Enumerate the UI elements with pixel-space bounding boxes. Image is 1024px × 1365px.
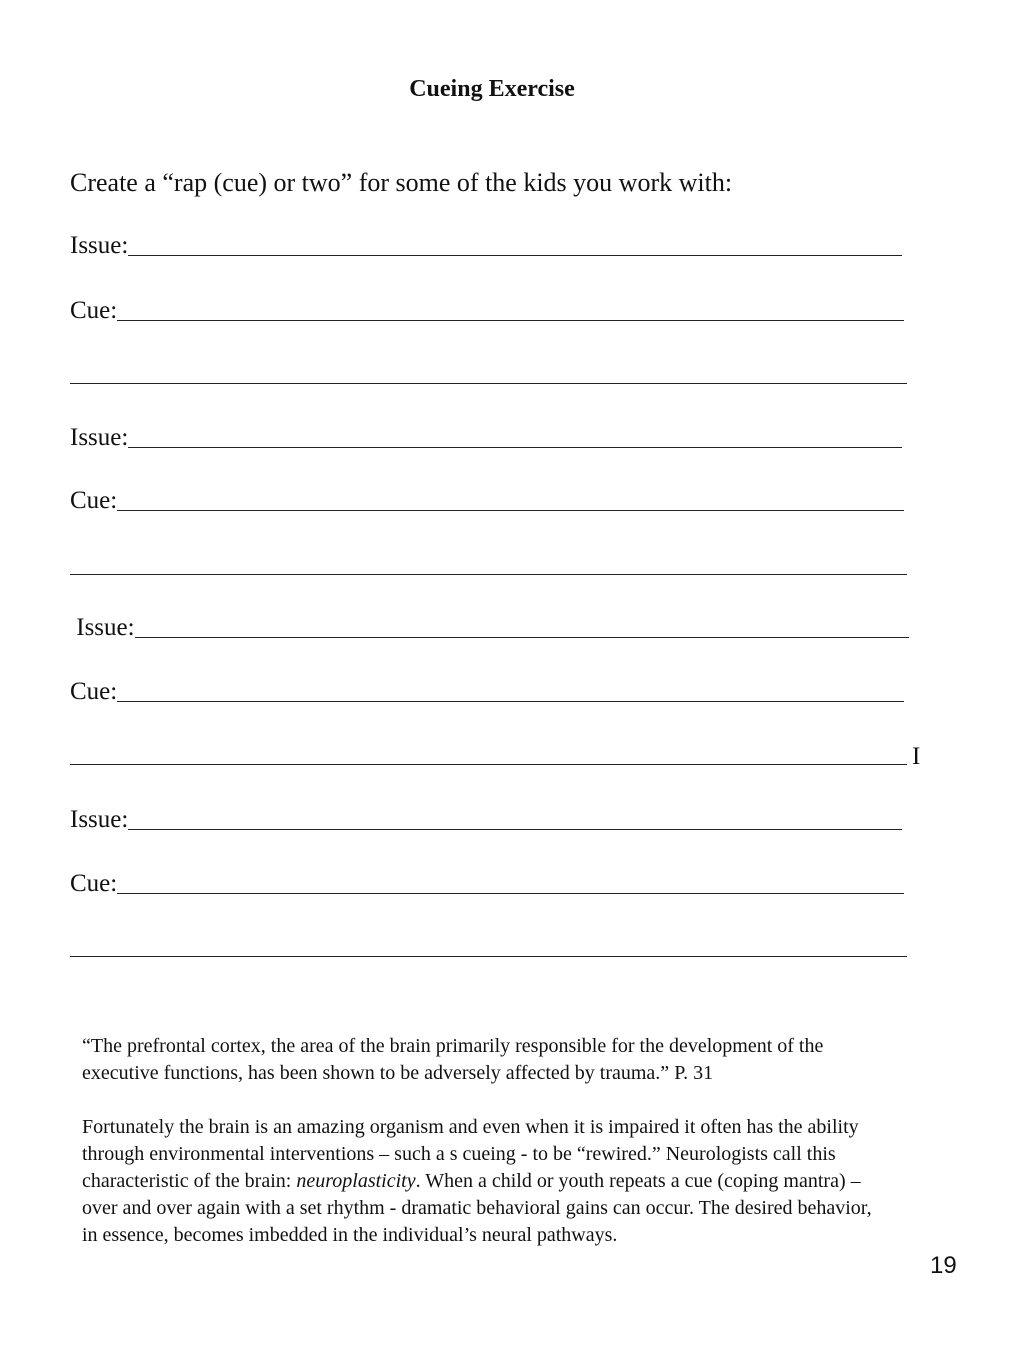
cue-blank[interactable] [117,893,904,894]
cue-blank[interactable] [117,320,904,321]
continuation-blank[interactable] [70,383,907,384]
issue-line-3[interactable] [70,614,909,644]
page-number: 19 [930,1252,957,1279]
issue-label: Issue: [70,424,129,451]
cue-line-3[interactable] [70,678,904,708]
issue-label: Issue: [70,806,129,833]
cue-blank[interactable] [117,510,904,511]
cue-label: Cue: [70,297,118,324]
cue-label: Cue: [70,487,118,514]
page-title: Cueing Exercise [409,76,575,102]
cue-line-1[interactable] [70,297,904,327]
cue-line-4[interactable] [70,870,904,900]
quote-paragraph: “The prefrontal cortex, the area of the brain primarily responsible for the development of the executive functions, has been shown to be adversely affected by trauma.” P. 31 [82,1035,824,1084]
cue-line-2[interactable] [70,487,904,517]
cue-label: Cue: [70,678,118,705]
issue-line-1[interactable] [70,232,902,262]
continuation-blank[interactable] [70,764,907,765]
instructions: Create a “rap (cue) or two” for some of the kids you work with: [70,168,733,197]
continuation-line-3[interactable] [70,741,907,771]
issue-blank[interactable] [135,637,909,638]
issue-blank[interactable] [128,447,902,448]
issue-line-4[interactable] [70,806,902,836]
body-text-end: . When a child or youth repeats a cue (coping mantra) – over and over again with a set rhythm - dramatic behavioral gains can occur. The desired behavior, in essence, becomes imbedded in the individual’s neural pathways. [82,1170,872,1246]
continuation-line-1[interactable] [70,360,907,390]
body-text-start: Fortunately the brain is an amazing organism and even when it is impaired it often has the ability through environmental interventions – such a s cueing - to be “rewired.” Neurologists call this characteristic of the brain: [82,1116,859,1192]
issue-line-2[interactable] [70,424,902,454]
body-paragraph [82,1114,892,1249]
neuroplasticity-term: neuroplasticity [296,1170,416,1192]
stray-mark: I [912,743,921,770]
issue-label: Issue: [70,614,135,641]
quote-section [82,1033,892,1249]
continuation-line-2[interactable] [70,551,907,581]
continuation-blank[interactable] [70,574,907,575]
issue-blank[interactable] [128,829,902,830]
issue-blank[interactable] [128,255,902,256]
continuation-line-4[interactable] [70,933,907,963]
continuation-blank[interactable] [70,956,907,957]
cue-blank[interactable] [117,701,904,702]
issue-label: Issue: [70,232,129,259]
cue-label: Cue: [70,870,118,897]
